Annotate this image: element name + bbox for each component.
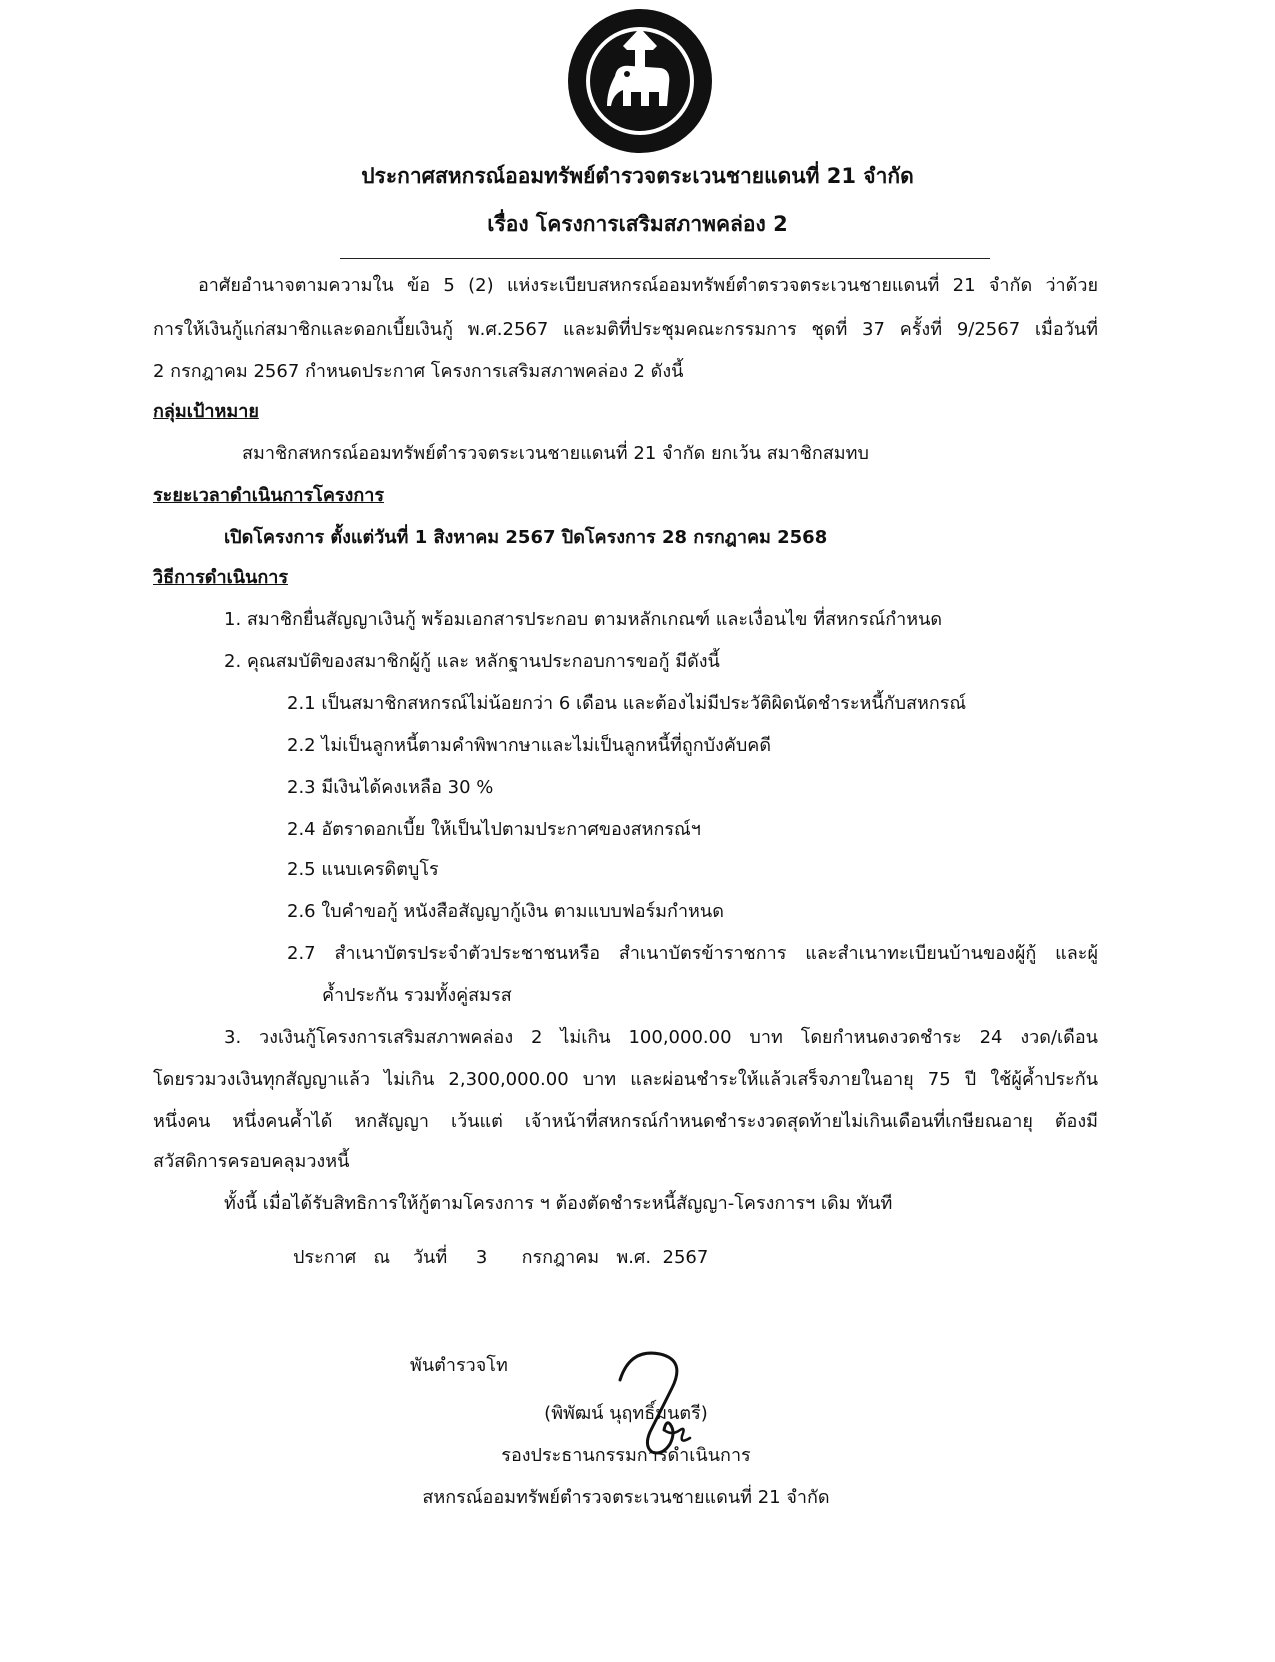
- document-title: ประกาศสหกรณ์ออมทรัพย์ตำรวจตระเวนชายแดนที่ 21 จำกัด: [361, 164, 914, 188]
- divider: [340, 258, 990, 259]
- method-item-3-line-1: 3. วงเงินกู้โครงการเสริมสภาพคล่อง 2 ไม่เกิน 100,000.00 บาท โดยกำหนดงวดชำระ 24 งวด/เดือน: [224, 1027, 1098, 1048]
- method-sub-2-1: 2.1 เป็นสมาชิกสหกรณ์ไม่น้อยกว่า 6 เดือน และต้องไม่มีประวัติผิดนัดชำระหนี้กับสหกรณ์: [287, 693, 967, 714]
- method-item-2: 2. คุณสมบัติของสมาชิกผู้กู้ และ หลักฐานประกอบการขอกู้ มีดังนี้: [224, 651, 720, 672]
- signer-rank: พันตำรวจโท: [410, 1355, 508, 1376]
- method-sub-2-7-line-1: 2.7 สำเนาบัตรประจำตัวประชาชนหรือ สำเนาบัตรข้าราชการ และสำเนาทะเบียนบ้านของผู้กู้ และผู้: [287, 943, 1098, 964]
- method-sub-2-7-line-2: ค้ำประกัน รวมทั้งคู่สมรส: [322, 985, 512, 1006]
- method-item-3-line-4: สวัสดิการครอบคลุมวงหนี้: [153, 1151, 350, 1172]
- signer-name: (พิพัฒน์ นุฤทธิ์มนตรี): [544, 1403, 708, 1424]
- method-sub-2-5: 2.5 แนบเครดิตบูโร: [287, 859, 439, 880]
- method-sub-2-3: 2.3 มีเงินได้คงเหลือ 30 %: [287, 777, 494, 798]
- announce-date: ประกาศ ณ วันที่ 3 กรกฎาคม พ.ศ. 2567: [293, 1247, 709, 1268]
- closing-statement: ทั้งนี้ เมื่อได้รับสิทธิการให้กู้ตามโครงการ ฯ ต้องตัดชำระหนี้สัญญา-โครงการฯ เดิม ทันที: [224, 1193, 893, 1214]
- period-heading: ระยะเวลาดำเนินการโครงการ: [153, 485, 385, 506]
- period-text: เปิดโครงการ ตั้งแต่วันที่ 1 สิงหาคม 2567 ปิดโครงการ 28 กรกฎาคม 2568: [224, 527, 828, 548]
- signer-organization: สหกรณ์ออมทรัพย์ตำรวจตระเวนชายแดนที่ 21 จำกัด: [422, 1487, 830, 1508]
- method-item-3-line-2: โดยรวมวงเงินทุกสัญญาแล้ว ไม่เกิน 2,300,000.00 บาท และผ่อนชำระให้แล้วเสร็จภายในอายุ 75 ปี ใช้ผู้ค้ำประกัน: [153, 1069, 1098, 1090]
- cooperative-seal-icon: [565, 6, 715, 156]
- signer-position: รองประธานกรรมการดำเนินการ: [501, 1445, 751, 1466]
- intro-line-3: 2 กรกฎาคม 2567 กำหนดประกาศ โครงการเสริมสภาพคล่อง 2 ดังนี้: [153, 361, 684, 382]
- intro-line-2: การให้เงินกู้แก่สมาชิกและดอกเบี้ยเงินกู้ พ.ศ.2567 และมติที่ประชุมคณะกรรมการ ชุดที่ 37 ครั้งที่ 9/2567 เมื่อวันที่: [153, 319, 1098, 340]
- method-sub-2-4: 2.4 อัตราดอกเบี้ย ให้เป็นไปตามประกาศของสหกรณ์ฯ: [287, 819, 701, 840]
- target-heading: กลุ่มเป้าหมาย: [153, 401, 259, 422]
- intro-line-1: อาศัยอำนาจตามความใน ข้อ 5 (2) แห่งระเบียบสหกรณ์ออมทรัพย์ตำตรวจตระเวนชายแดนที่ 21 จำกัด ว่าด้วย: [198, 275, 1098, 296]
- method-item-1: 1. สมาชิกยื่นสัญญาเงินกู้ พร้อมเอกสารประกอบ ตามหลักเกณฑ์ และเงื่อนไข ที่สหกรณ์กำหนด: [224, 609, 943, 630]
- method-sub-2-2: 2.2 ไม่เป็นลูกหนี้ตามคำพิพากษาและไม่เป็นลูกหนี้ที่ถูกบังคับคดี: [287, 735, 772, 756]
- method-heading: วิธีการดำเนินการ: [153, 567, 288, 588]
- method-sub-2-6: 2.6 ใบคำขอกู้ หนังสือสัญญากู้เงิน ตามแบบฟอร์มกำหนด: [287, 901, 724, 922]
- document-subject: เรื่อง โครงการเสริมสภาพคล่อง 2: [487, 212, 788, 236]
- method-item-3-line-3: หนึ่งคน หนึ่งคนค้ำได้ หกสัญญา เว้นแต่ เจ้าหน้าที่สหกรณ์กำหนดชำระงวดสุดท้ายไม่เกินเดือนที่เกษียณอายุ ต้องมี: [153, 1111, 1098, 1132]
- target-text: สมาชิกสหกรณ์ออมทรัพย์ตำรวจตระเวนชายแดนที่ 21 จำกัด ยกเว้น สมาชิกสมทบ: [242, 443, 869, 464]
